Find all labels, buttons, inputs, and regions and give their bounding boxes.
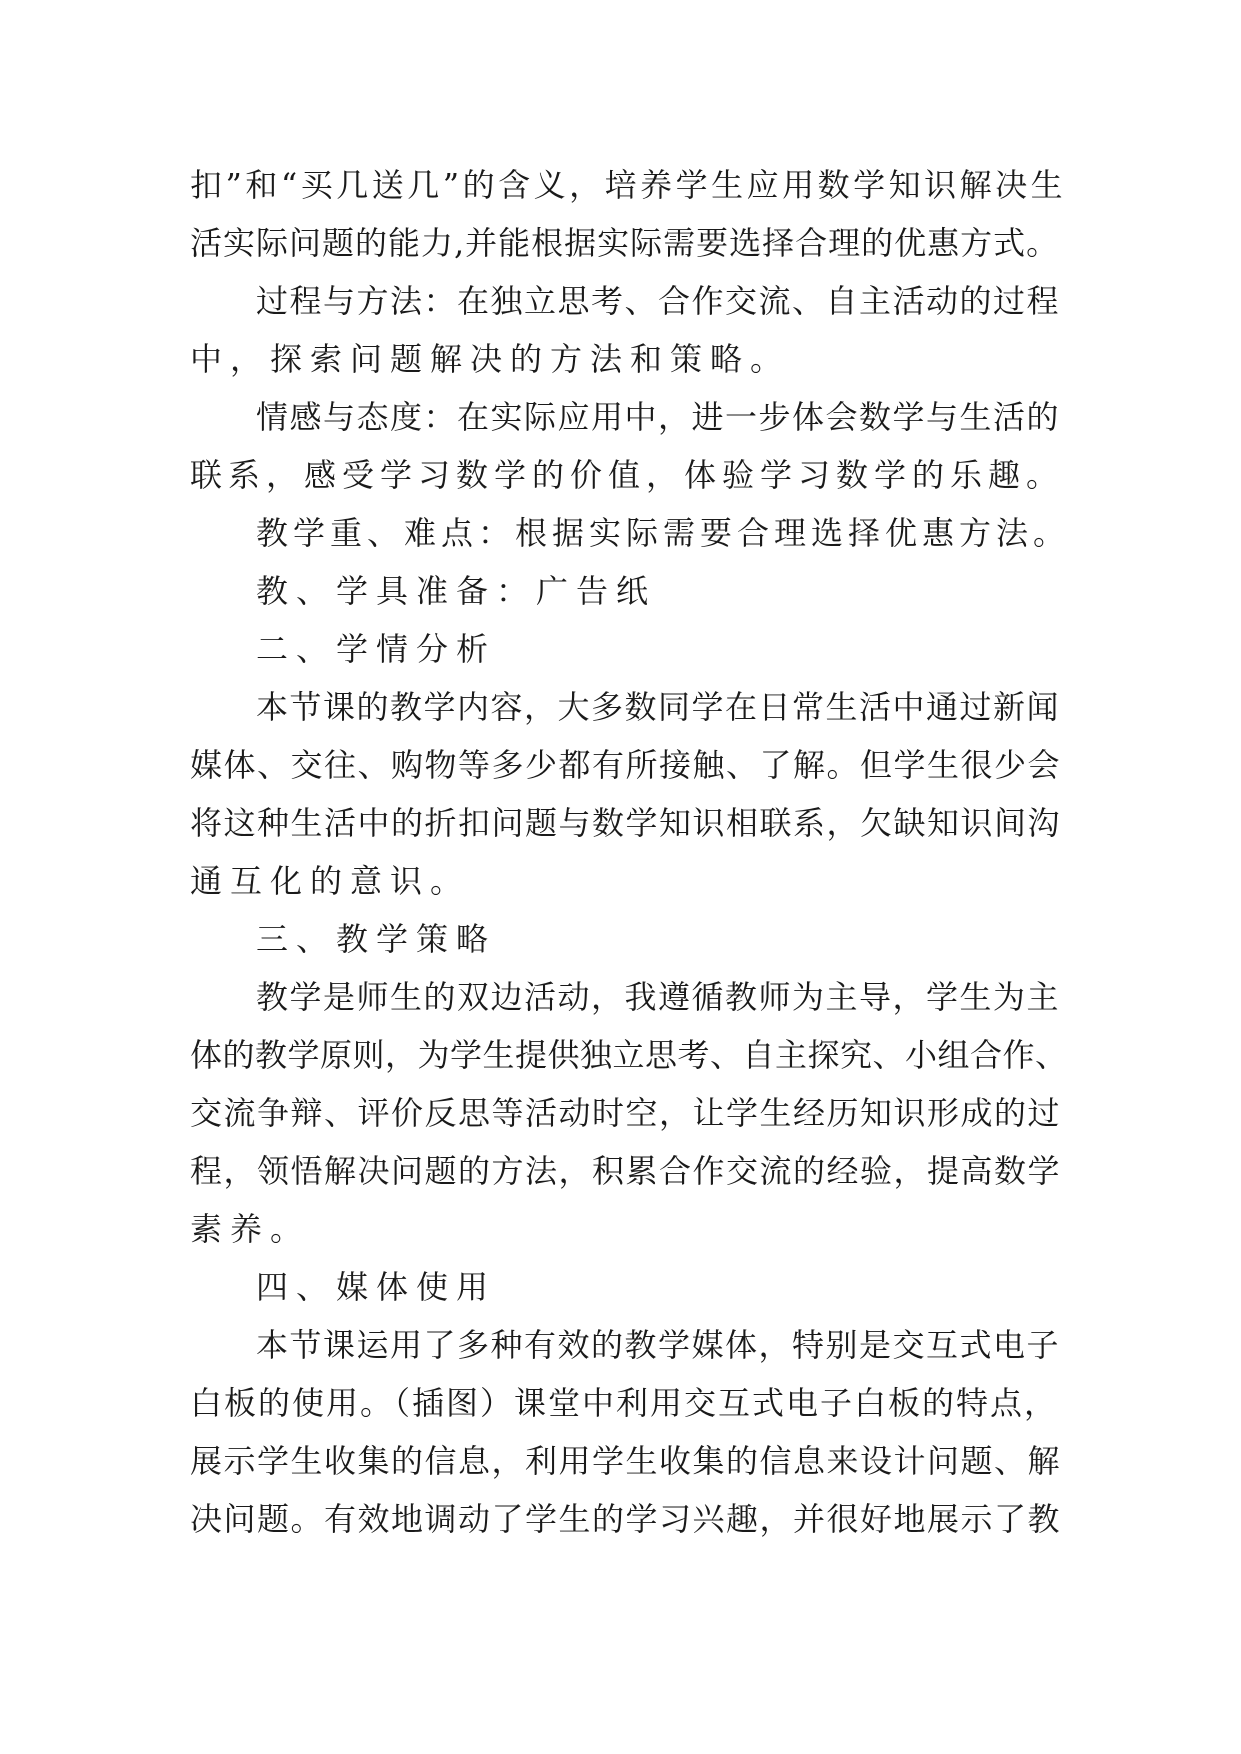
- text-line: 体的教学原则，为学生提供独立思考、自主探究、小组合作、: [190, 1036, 1068, 1074]
- section-heading: 三、教学策略: [256, 920, 497, 958]
- text-line: 素养。: [190, 1210, 311, 1248]
- text-line: 决问题。有效地调动了学生的学习兴趣，并很好地展示了教: [190, 1500, 1062, 1538]
- text-line: 白板的使用。（插图）课堂中利用交互式电子白板的特点，: [190, 1384, 1059, 1422]
- text-line: 联系，感受学习数学的价值，体验学习数学的乐趣。: [190, 456, 1065, 494]
- text-line: 本节课的教学内容，大多数同学在日常生活中通过新闻: [256, 688, 1061, 726]
- text-line: 媒体、交往、购物等多少都有所接触、了解。但学生很少会: [190, 746, 1062, 784]
- text-line: 本节课运用了多种有效的教学媒体，特别是交互式电子: [256, 1326, 1061, 1364]
- section-heading: 二、学情分析: [256, 630, 497, 668]
- text-line: 扣”和“买几送几”的含义，培养学生应用数学知识解决生: [190, 166, 1067, 204]
- text-line: 中，探索问题解决的方法和策略。: [190, 340, 791, 378]
- text-line: 教学重、难点：根据实际需要合理选择优惠方法。: [256, 514, 1071, 552]
- text-line: 活实际问题的能力,并能根据实际需要选择合理的优惠方式。: [190, 224, 1060, 262]
- text-line: 将这种生活中的折扣问题与数学知识相联系，欠缺知识间沟: [190, 804, 1062, 842]
- text-line: 过程与方法：在独立思考、合作交流、自主活动的过程: [256, 282, 1061, 320]
- text-line: 交流争辩、评价反思等活动时空，让学生经历知识形成的过: [190, 1094, 1062, 1132]
- text-line: 展示学生收集的信息，利用学生收集的信息来设计问题、解: [190, 1442, 1062, 1480]
- section-heading: 四、媒体使用: [256, 1268, 497, 1306]
- text-line: 程，领悟解决问题的方法，积累合作交流的经验，提高数学: [190, 1152, 1062, 1190]
- text-line: 教学是师生的双边活动，我遵循教师为主导，学生为主: [256, 978, 1061, 1016]
- text-line: 情感与态度：在实际应用中，进一步体会数学与生活的: [256, 398, 1061, 436]
- text-line: 教、学具准备：广告纸: [256, 572, 657, 610]
- text-line: 通互化的意识。: [190, 862, 471, 900]
